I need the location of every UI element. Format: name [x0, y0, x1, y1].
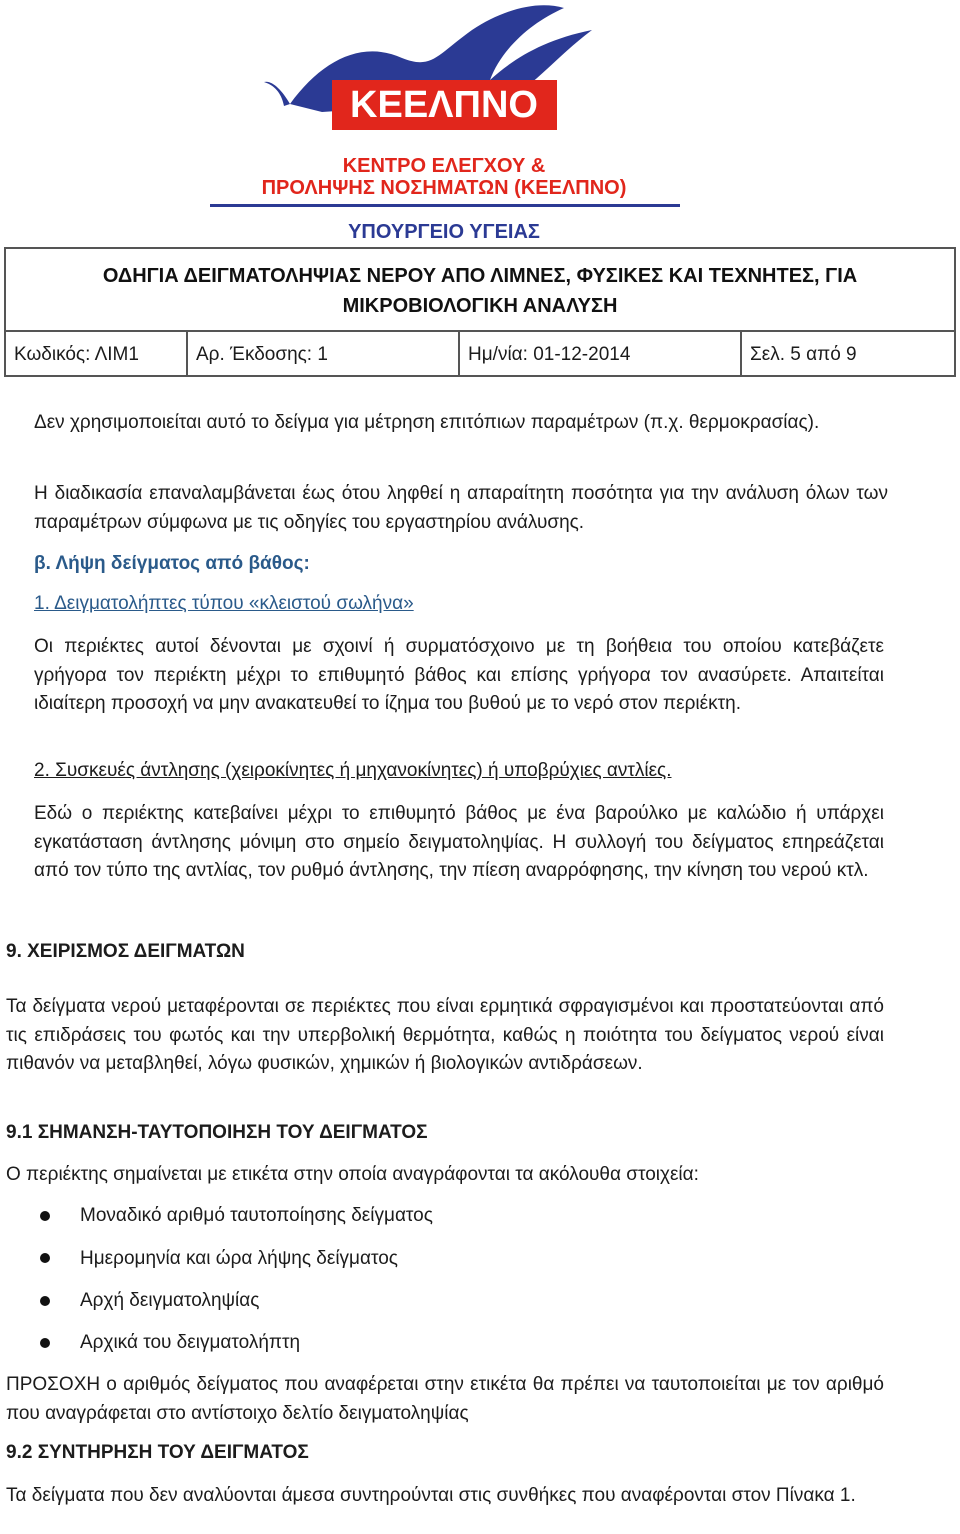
logo-ministry: ΥΠΟΥΡΓΕΙΟ ΥΓΕΙΑΣ — [348, 221, 540, 243]
heading-sample-preservation: 9.2 ΣΥΝΤΗΡΗΣΗ ΤΟΥ ΔΕΙΓΜΑΤΟΣ — [6, 1442, 309, 1463]
heading-sample-handling: 9. ΧΕΙΡΙΣΜΟΣ ΔΕΙΓΜΑΤΩΝ — [6, 941, 245, 962]
document-date: Ημ/νία: 01-12-2014 — [460, 332, 742, 377]
heading-sample-labeling: 9.1 ΣΗΜΑΝΣΗ-ΤΑΥΤΟΠΟΙΗΣΗ ΤΟΥ ΔΕΙΓΜΑΤΟΣ — [6, 1122, 428, 1143]
document-version: Αρ. Έκδοσης: 1 — [188, 332, 460, 377]
list-item: Μοναδικό αριθμό ταυτοποίησης δείγματος — [80, 1205, 433, 1226]
document-header — [4, 247, 956, 377]
bullet-icon — [40, 1338, 50, 1348]
paragraph-label-fields: Ο περιέκτης σημαίνεται με ετικέτα στην οποία αναγράφονται τα ακόλουθα στοιχεία: — [6, 1164, 699, 1185]
paragraph-sample-handling: Τα δείγματα νερού μεταφέρονται σε περιέκτες που είναι ερμητικά σφραγισμένοι και προστατεύονται από τις επιδράσεις του φωτός και την υπερβολική θερμότητα, καθώς η ποιότητα του δείγματος νερού είναι πιθανόν να μεταβληθεί, λόγω φυσικών, χημικών ή βιολογικών αντιδράσεων. — [6, 996, 884, 1074]
heading-closed-tube-samplers: 1. Δειγματολήπτες τύπου «κλειστού σωλήνα» — [34, 593, 414, 614]
document-meta-row — [6, 332, 954, 377]
list-item: Ημερομηνία και ώρα λήψης δείγματος — [80, 1248, 398, 1269]
list-item: Αρχικά του δειγματολήπτη — [80, 1332, 301, 1353]
page-number: Σελ. 5 από 9 — [750, 344, 857, 365]
paragraph-pump-devices: Εδώ ο περιέκτης κατεβαίνει μέχρι το επιθυμητό βάθος με ένα βαρούλκο με καλώδιο ή υπάρχει εγκατάσταση άντλησης μόνιμη στο σημείο δειγματοληψίας. Η συλλογή του δείγματος επηρεάζεται από τον τύπο της αντλίας, τον ρυθμό άντλησης, την πίεση αναρρόφησης, την κίνηση του νερού κτλ. — [34, 803, 884, 881]
paragraph-attention: ΠΡΟΣΟΧΗ ο αριθμός δείγματος που αναφέρεται στην ετικέτα θα πρέπει να ταυτοποιείται με τον αριθμό που αναγράφεται στο αντίστοιχο δελτίο δειγματοληψίας — [6, 1374, 884, 1424]
paragraph-no-field-params: Δεν χρησιμοποιείται αυτό το δείγμα για μέτρηση επιτόπιων παραμέτρων (π.χ. θερμοκρασίας). — [34, 412, 820, 433]
list-item: Αρχή δειγματοληψίας — [80, 1290, 260, 1311]
title-line-1: ΟΔΗΓΙΑ ΔΕΙΓΜΑΤΟΛΗΨΙΑΣ ΝΕΡΟΥ ΑΠΟ ΛΙΜΝΕΣ, ΦΥΣΙΚΕΣ ΚΑΙ ΤΕΧΝΗΤΕΣ, ΓΙΑ — [102, 265, 858, 287]
document-title — [6, 249, 954, 332]
heading-pump-devices: 2. Συσκευές άντλησης (χειροκίνητες ή μηχανοκίνητες) ή υποβρύχιες αντλίες. — [34, 760, 672, 781]
logo-line2: ΠΡΟΛΗΨΗΣ ΝΟΣΗΜΑΤΩΝ (ΚΕΕΛΠΝΟ) — [261, 177, 627, 199]
logo-acronym: ΚΕΕΛΠΝΟ — [350, 84, 538, 126]
heading-depth-sampling: β. Λήψη δείγματος από βάθος: — [34, 553, 310, 574]
title-line-2: ΜΙΚΡΟΒΙΟΛΟΓΙΚΗ ΑΝΑΛΥΣΗ — [342, 295, 618, 317]
bullet-icon — [40, 1253, 50, 1263]
paragraph-repeat-procedure: Η διαδικασία επαναλαμβάνεται έως ότου ληφθεί η απαραίτητη ποσότητα για την ανάλυση όλων των παραμέτρων σύμφωνα με τις οδηγίες του εργαστηρίου ανάλυσης. — [34, 483, 888, 533]
bullet-icon — [40, 1296, 50, 1306]
bullet-icon — [40, 1211, 50, 1221]
logo-graphic — [172, 0, 712, 245]
paragraph-sample-preservation: Τα δείγματα που δεν αναλύονται άμεσα συντηρούνται στις συνθήκες που αναφέρονται στον Πίνακα 1. — [6, 1485, 856, 1506]
keelpno-logo — [172, 0, 712, 245]
document-code: Κωδικός: ΛΙΜ1 — [6, 332, 188, 377]
paragraph-closed-tube: Οι περιέκτες αυτοί δένονται με σχοινί ή συρματόσχοινο με τη βοήθεια του οποίου κατεβάζετε γρήγορα τον περιέκτη μέχρι το επιθυμητό βάθος και επίσης γρήγορα τον ανασύρετε. Απαιτείται ιδιαίτερη προσοχή να μην ανακατευθεί το ίζημα του βυθού με το νερό στον περιέκτη. — [34, 636, 884, 714]
logo-line1: ΚΕΝΤΡΟ ΕΛΕΓΧΟΥ & — [342, 155, 546, 177]
